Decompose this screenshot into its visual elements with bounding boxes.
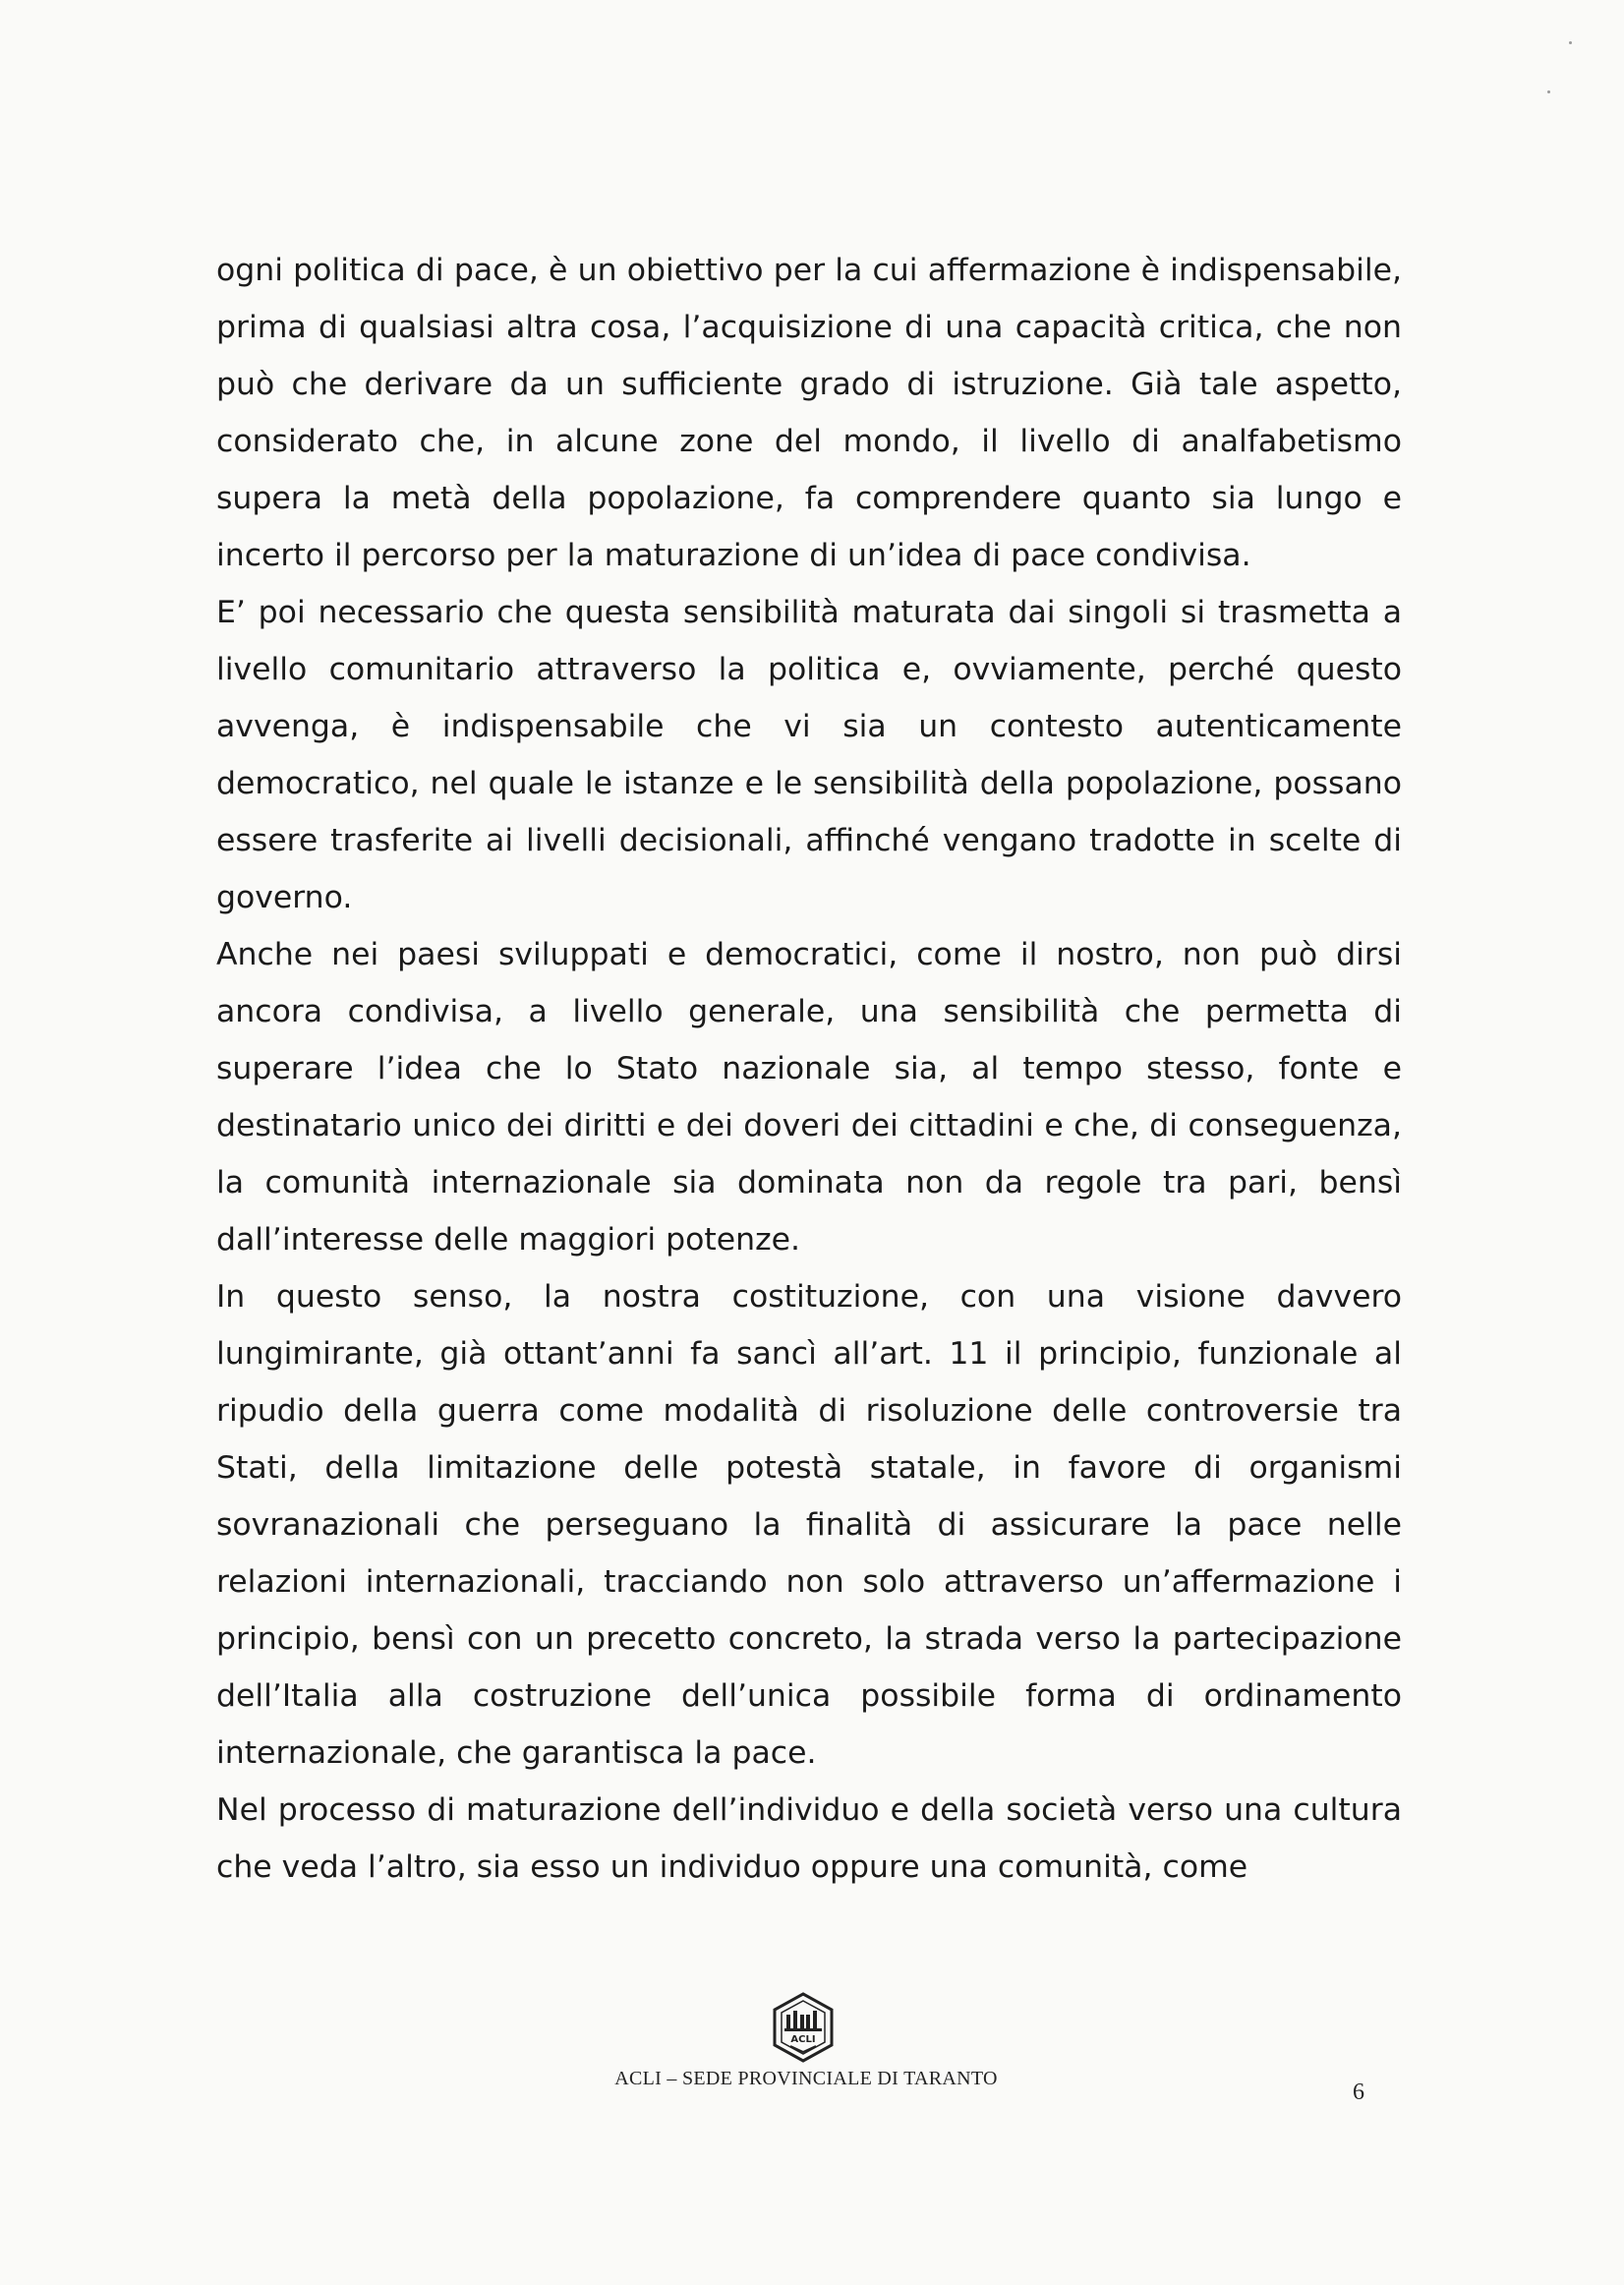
- paragraph: ogni politica di pace, è un obiettivo per la cui affermazione è indispensabile, prima di qualsiasi altra cosa, l’acquisizione di una capacità critica, che non può che derivare da un sufficiente grado di istruzione. Già tale aspetto, considerato che, in alcune zone del mondo, il livello di analfabetismo supera la metà della popolazione, fa comprendere quanto sia lungo e incerto il percorso per la maturazione di un’idea di pace condivisa.: [216, 253, 1402, 573]
- acli-logo-icon: [767, 1991, 840, 2064]
- paragraph: Anche nei paesi sviluppati e democratici, come il nostro, non può dirsi ancora condivisa, a livello generale, una sensibilità che permetta di superare l’idea che lo Stato nazionale sia, al tempo stesso, fonte e destinatario unico dei diritti e dei doveri dei cittadini e che, di conseguenza, la comunità internazionale sia dominata non da regole tra pari, bensì dall’interesse delle maggiori potenze.: [216, 937, 1402, 1258]
- paragraph: In questo senso, la nostra costituzione, con una visione davvero lungimirante, già ottant’anni fa sancì all’art. 11 il principio, funzionale al ripudio della guerra come modalità di risoluzione delle controversie tra Stati, della limitazione delle potestà statale, in favore di organismi sovranazionali che perseguano la finalità di assicurare la pace nelle relazioni internazionali, tracciando non solo attraverso un’affermazione i principio, bensì con un precetto concreto, la strada verso la partecipazione dell’Italia alla costruzione dell’unica possibile forma di ordinamento internazionale, che garantisca la pace.: [216, 1279, 1402, 1771]
- scan-speck: [1547, 90, 1550, 93]
- paragraph: E’ poi necessario che questa sensibilità maturata dai singoli si trasmetta a livello comunitario attraverso la politica e, ovviamente, perché questo avvenga, è indispensabile che vi sia un contesto autenticamente democratico, nel quale le istanze e le sensibilità della popolazione, possano essere trasferite ai livelli decisionali, affinché vengano tradotte in scelte di governo.: [216, 595, 1402, 915]
- paragraph: Nel processo di maturazione dell’individuo e della società verso una cultura che veda l’altro, sia esso un individuo oppure una comunità, come: [216, 1792, 1402, 1885]
- logo-text: ACLI: [790, 2034, 816, 2045]
- body-text: [216, 242, 1402, 1896]
- footer-organization: ACLI – SEDE PROVINCIALE DI TARANTO: [614, 2068, 998, 2089]
- page-number: 6: [1353, 2080, 1364, 2105]
- scan-speck: [1569, 41, 1572, 44]
